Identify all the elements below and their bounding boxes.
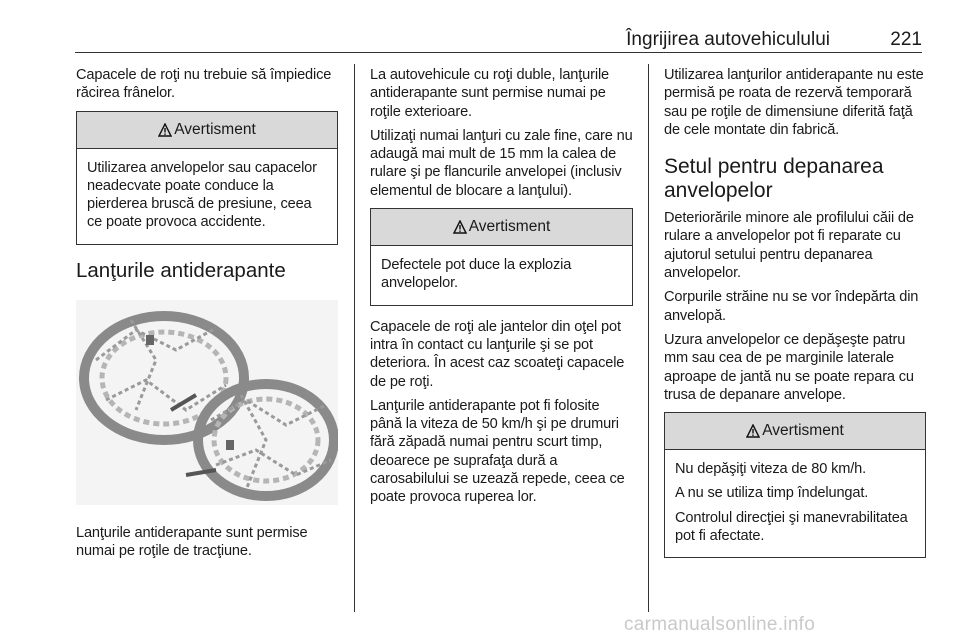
warning-header bbox=[371, 209, 632, 246]
warning-text-steering: Controlul direcţiei şi manevrabilitatea pot fi afectate. bbox=[675, 509, 908, 545]
warning-box-3 bbox=[664, 412, 926, 558]
warning-header bbox=[77, 112, 337, 149]
warning-title: Avertisment bbox=[468, 218, 551, 236]
snow-chains-illustration bbox=[76, 300, 338, 505]
warning-box-2 bbox=[370, 208, 633, 306]
paragraph-dual-wheels: La autovehicule cu roţi duble, lanţurile antiderapante sunt permise numai pe roţile exterioare. bbox=[370, 67, 610, 120]
paragraph-spare-wheel: Utilizarea lanţurilor antiderapante nu este permisă pe roata de rezervă temporară sau pe roţile de dimensiune diferită faţă de cele montate din fabrică. bbox=[664, 67, 924, 138]
warning-triangle-icon bbox=[158, 123, 172, 137]
paragraph-foreign-bodies: Corpurile străine nu se vor îndepărta din anvelopă. bbox=[664, 289, 919, 324]
warning-triangle-icon bbox=[453, 220, 467, 234]
column-1 bbox=[76, 66, 338, 566]
warning-text: Utilizarea anvelopelor sau capacelor neadecvate poate conduce la pierderea bruscă de presiune, ceea ce poate provoca accidente. bbox=[87, 159, 317, 231]
warning-text-duration: A nu se utiliza timp îndelungat. bbox=[675, 485, 869, 502]
warning-title: Avertisment bbox=[174, 120, 256, 138]
paragraph-minor-damage: Deteriorările minore ale profilului căii de rulare a anvelopelor pot fi reparate cu ajutorul setului pentru depanarea anvelopelor. bbox=[664, 210, 914, 282]
page-number: 221 bbox=[890, 29, 922, 50]
paragraph-speed-limit: Lanţurile antiderapante pot fi folosite până la viteza de 50 km/h şi pe drumuri fără zăpadă numai pentru scurt timp, deoarece pe suprafaţa dură a carosabilului se uzează repede, ceea ce poate provoca ruperea lor. bbox=[370, 397, 625, 506]
warning-box-1 bbox=[76, 111, 338, 245]
column-divider-1 bbox=[354, 64, 355, 612]
header-title: Îngrijirea autovehiculului bbox=[626, 29, 830, 50]
section-heading-repair-kit: Setul pentru depanarea anvelopelor bbox=[664, 155, 884, 203]
warning-text: Defectele pot duce la explozia anvelopelor. bbox=[381, 257, 572, 292]
warning-title: Avertisment bbox=[762, 422, 844, 440]
paragraph-fine-chains: Utilizaţi numai lanţuri cu zale fine, care nu adaugă mai mult de 15 mm la calea de rulare şi pe flancurile anvelopei (inclusiv elementul de blocare a lanţului). bbox=[370, 127, 633, 199]
intro-paragraph: Capacele de roţi nu trebuie să împiedice răcirea frânelor. bbox=[76, 67, 332, 102]
column-3 bbox=[664, 66, 926, 570]
watermark: carmanualsonline.info bbox=[624, 614, 816, 635]
warning-triangle-icon bbox=[746, 424, 760, 438]
illustration-caption: Lanţurile antiderapante sunt permise numai pe roţile de tracţiune. bbox=[76, 524, 308, 560]
column-divider-2 bbox=[648, 64, 649, 612]
warning-header bbox=[665, 413, 925, 450]
header-rule bbox=[75, 52, 922, 53]
warning-text-speed: Nu depăşiţi viteza de 80 km/h. bbox=[675, 461, 866, 478]
section-heading-snow-chains: Lanţurile antiderapante bbox=[76, 258, 286, 282]
paragraph-wheel-covers: Capacele de roţi ale jantelor din oţel pot intra în contact cu lanţurile şi se pot deteriora. În acest caz scoateţi capacele de pe roţi. bbox=[370, 318, 625, 390]
column-2 bbox=[370, 66, 633, 513]
paragraph-wear: Uzura anvelopelor ce depăşeşte patru mm sau cea de pe marginile laterale aproape de jantă nu se poate repara cu trusa de depanare anvelope. bbox=[664, 331, 914, 403]
